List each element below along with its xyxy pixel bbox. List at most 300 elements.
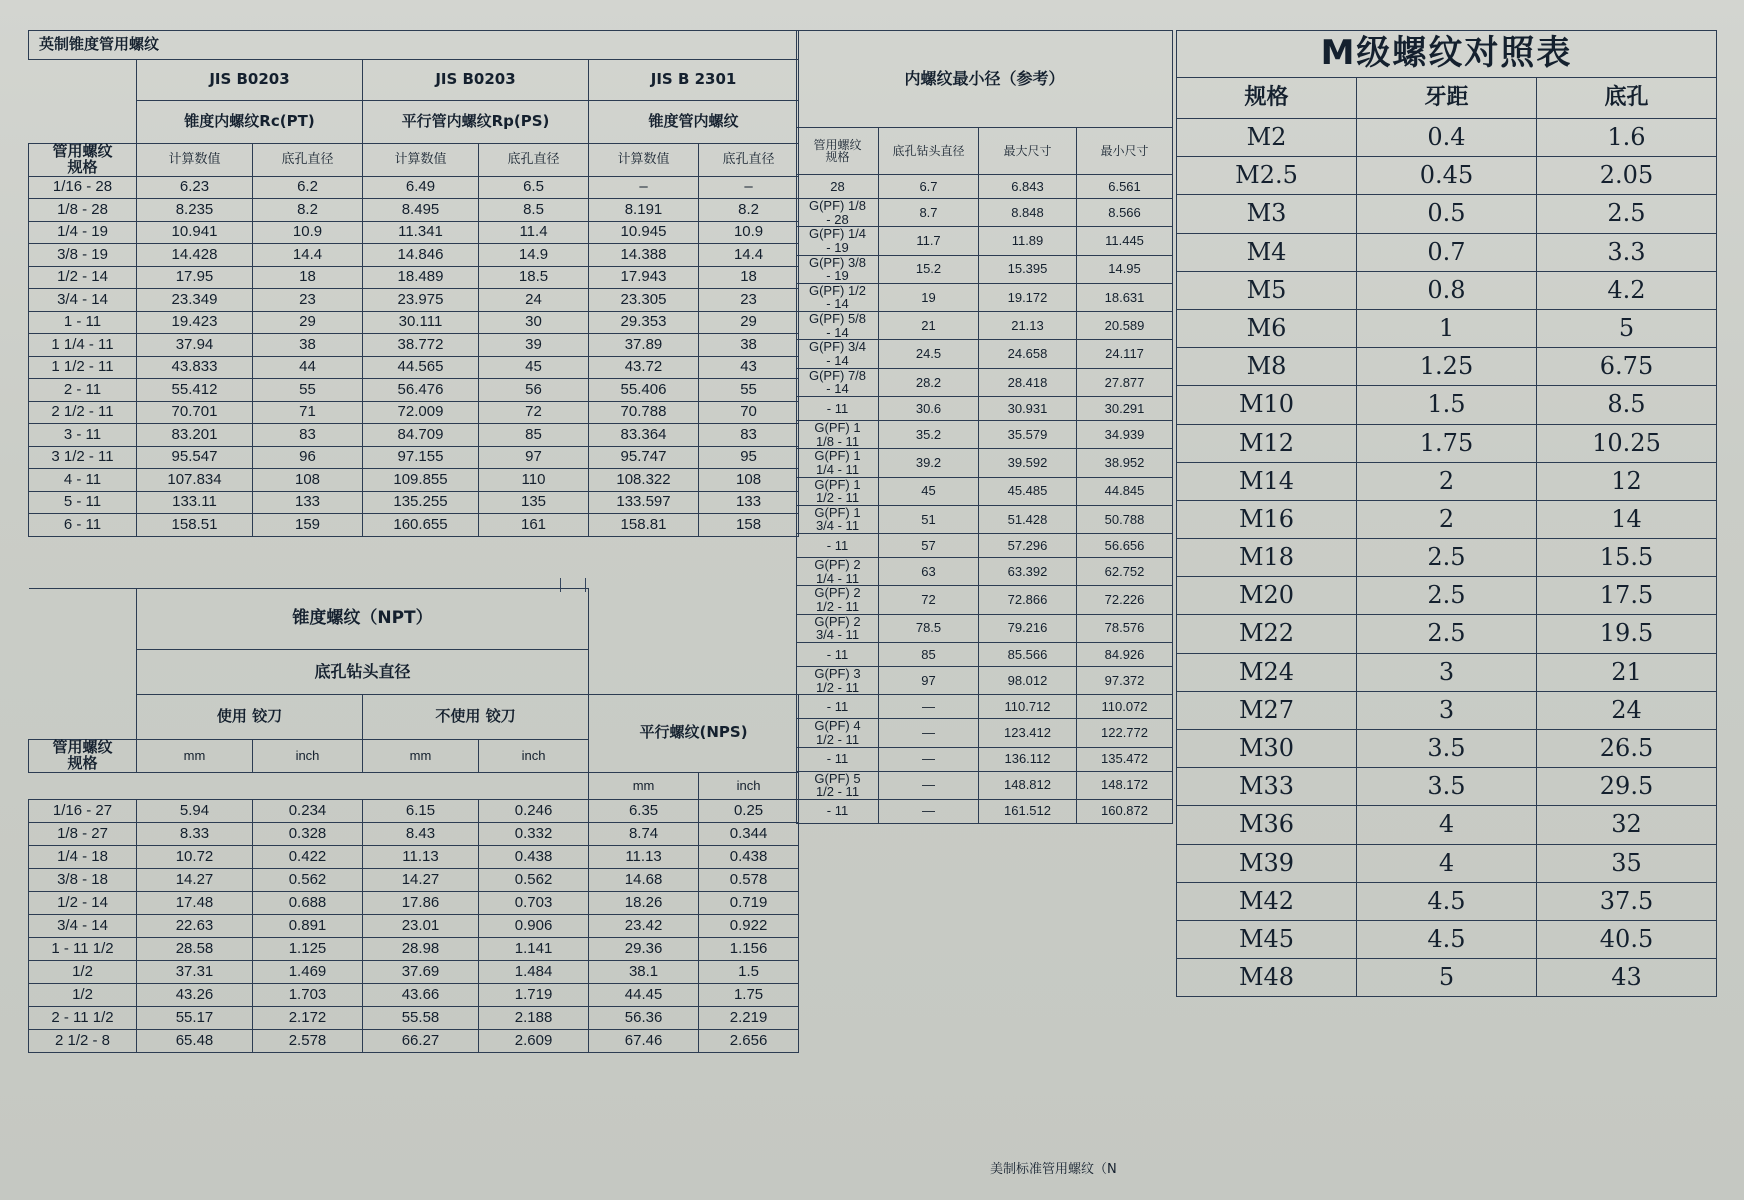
cell-value: 0.45 — [1357, 157, 1537, 195]
cell-value: 95 — [699, 446, 799, 469]
cell-value: 3.3 — [1537, 233, 1717, 271]
cell-value: 11.7 — [879, 227, 979, 255]
cell-spec: G(PF) 1 1/8 - 11 — [797, 420, 879, 448]
cell-value: 110.072 — [1077, 695, 1173, 719]
cell-spec: 3/8 - 19 — [29, 244, 137, 267]
cell-value: 110.712 — [979, 695, 1077, 719]
cell-spec: M2.5 — [1177, 157, 1357, 195]
cell-value: 0.719 — [699, 891, 799, 914]
npt-group-2: 不使用 铰刀 — [363, 695, 589, 740]
cell-value: 6.75 — [1537, 348, 1717, 386]
table-row — [1177, 844, 1717, 882]
cell-spec: M22 — [1177, 615, 1357, 653]
table-row — [29, 695, 799, 740]
cell-value: 50.788 — [1077, 505, 1173, 533]
cell-value: 10.25 — [1537, 424, 1717, 462]
middle-col-header-1: 底孔钻头直径 — [879, 128, 979, 175]
cell-spec: 3/4 - 14 — [29, 289, 137, 312]
cell-value: 122.772 — [1077, 719, 1173, 747]
cell-value: 43.66 — [363, 983, 479, 1006]
cell-value: 160.872 — [1077, 799, 1173, 823]
imperial-title: 英制锥度管用螺纹 — [29, 31, 799, 60]
table-row — [797, 558, 1173, 586]
cell-value: 72.866 — [979, 586, 1077, 614]
cell-value: 4.2 — [1537, 271, 1717, 309]
cell-value: 0.7 — [1357, 233, 1537, 271]
cell-value: 18 — [253, 266, 363, 289]
middle-spec-line2: 规格 — [825, 150, 850, 164]
cell-value: 23.349 — [137, 289, 253, 312]
cell-value: 0.25 — [699, 799, 799, 822]
cell-spec: 1 1/4 - 11 — [29, 334, 137, 357]
cell-value: 8.43 — [363, 822, 479, 845]
table-row — [797, 368, 1173, 396]
cell-spec: G(PF) 2 3/4 - 11 — [797, 614, 879, 642]
cell-value: 10.9 — [699, 221, 799, 244]
cell-value: 1 — [1357, 309, 1537, 347]
cell-value: 27.877 — [1077, 368, 1173, 396]
cell-value: 72.226 — [1077, 586, 1173, 614]
cell-value: 23.01 — [363, 914, 479, 937]
spec-header-line2: 规格 — [67, 157, 98, 176]
cell-spec: G(PF) 1 1/2 - 11 — [797, 477, 879, 505]
cell-spec: M10 — [1177, 386, 1357, 424]
cell-value: — — [879, 799, 979, 823]
table-row — [1177, 577, 1717, 615]
cell-value: 62.752 — [1077, 558, 1173, 586]
table-row — [797, 695, 1173, 719]
cell-value: 8.2 — [253, 199, 363, 222]
cell-value: 66.27 — [363, 1029, 479, 1052]
table-row — [1177, 31, 1717, 78]
cell-spec: M24 — [1177, 653, 1357, 691]
cell-value: 2.609 — [479, 1029, 589, 1052]
cell-value: 2 — [1357, 500, 1537, 538]
cell-value: 45 — [879, 477, 979, 505]
cell-value: 10.945 — [589, 221, 699, 244]
table-row — [1177, 768, 1717, 806]
cell-value: 38.952 — [1077, 449, 1173, 477]
cell-value: 0.891 — [253, 914, 363, 937]
table-row — [797, 199, 1173, 227]
table-body — [1177, 119, 1717, 997]
cell-value: 17.48 — [137, 891, 253, 914]
cell-value: 19.5 — [1537, 615, 1717, 653]
table-row — [1177, 959, 1717, 997]
cell-value: 39 — [479, 334, 589, 357]
cell-value: 84.926 — [1077, 642, 1173, 666]
cell-spec: M3 — [1177, 195, 1357, 233]
table-row — [797, 449, 1173, 477]
table-row — [29, 891, 799, 914]
cell-value: 65.48 — [137, 1029, 253, 1052]
cell-value: 43 — [1537, 959, 1717, 997]
middle-spec-header — [797, 128, 879, 175]
cell-spec: 1/16 - 27 — [29, 799, 137, 822]
cell-spec: G(PF) 1 3/4 - 11 — [797, 505, 879, 533]
table-row — [1177, 539, 1717, 577]
cell-value: 6.15 — [363, 799, 479, 822]
sub-header-5: 计算数值 — [589, 144, 699, 177]
cell-value: 2.172 — [253, 1006, 363, 1029]
cell-value: 24 — [479, 289, 589, 312]
cell-value: 57 — [879, 534, 979, 558]
cell-value: 3.5 — [1357, 768, 1537, 806]
table-row — [797, 477, 1173, 505]
cell-value: 2.5 — [1537, 195, 1717, 233]
cell-value: — — [879, 771, 979, 799]
cell-value: 6.35 — [589, 799, 699, 822]
cell-value: 11.341 — [363, 221, 479, 244]
cell-value: 19.423 — [137, 311, 253, 334]
cell-value: 38 — [699, 334, 799, 357]
cell-value: 40.5 — [1537, 920, 1717, 958]
cell-value: 0.234 — [253, 799, 363, 822]
cell-value: 0.438 — [699, 845, 799, 868]
table-imperial-taper-pipe-thread — [28, 30, 799, 537]
npt-title: 锥度螺纹（NPT） — [137, 589, 589, 650]
table-row — [29, 772, 799, 799]
cell-value: 30.931 — [979, 396, 1077, 420]
cell-value: 70.788 — [589, 401, 699, 424]
cell-value: 1.484 — [479, 960, 589, 983]
cell-value: 37.5 — [1537, 882, 1717, 920]
cell-value: 11.13 — [589, 845, 699, 868]
cell-value: 79.216 — [979, 614, 1077, 642]
table-row — [797, 534, 1173, 558]
table-row — [29, 960, 799, 983]
table-row — [29, 176, 799, 199]
cell-value: 63 — [879, 558, 979, 586]
cell-value: 2.219 — [699, 1006, 799, 1029]
group-header-2: 平行管内螺纹Rp(PS) — [363, 101, 589, 144]
cell-value: 17.86 — [363, 891, 479, 914]
metric-col-header-3: 底孔 — [1537, 78, 1717, 119]
cell-value: 6.2 — [253, 176, 363, 199]
table-row — [29, 379, 799, 402]
npt-spec-header — [29, 740, 137, 773]
group-header-1: 锥度内螺纹Rc(PT) — [137, 101, 363, 144]
cell-value: 1.156 — [699, 937, 799, 960]
cell-value: 83.364 — [589, 424, 699, 447]
spec-header — [29, 144, 137, 177]
cell-value: 55.58 — [363, 1006, 479, 1029]
cell-value: 136.112 — [979, 747, 1077, 771]
cell-value: 110 — [479, 469, 589, 492]
table-row — [1177, 309, 1717, 347]
cell-value: 2.05 — [1537, 157, 1717, 195]
cell-value: 22.63 — [137, 914, 253, 937]
cell-spec: G(PF) 7/8 - 14 — [797, 368, 879, 396]
cell-spec: 2 - 11 — [29, 379, 137, 402]
table-row — [1177, 691, 1717, 729]
table-row — [1177, 157, 1717, 195]
cell-spec: G(PF) 3 1/2 - 11 — [797, 666, 879, 694]
npt-unit-3: mm — [363, 740, 479, 773]
cell-value: — — [879, 747, 979, 771]
sub-header-2: 底孔直径 — [253, 144, 363, 177]
cell-value: 18 — [699, 266, 799, 289]
table-row — [29, 334, 799, 357]
cell-value: 10.72 — [137, 845, 253, 868]
cell-value: 133.11 — [137, 491, 253, 514]
table-row — [1177, 424, 1717, 462]
cell-value: 28.2 — [879, 368, 979, 396]
cell-value: 56.476 — [363, 379, 479, 402]
cell-value: 135.472 — [1077, 747, 1173, 771]
cell-value: 0.922 — [699, 914, 799, 937]
cell-spec: M14 — [1177, 462, 1357, 500]
cell-value: 85 — [879, 642, 979, 666]
cell-value: 1.703 — [253, 983, 363, 1006]
cell-value: 35.579 — [979, 420, 1077, 448]
table-row — [1177, 233, 1717, 271]
cell-value: 133.597 — [589, 491, 699, 514]
npt-spec-line2: 规格 — [67, 753, 98, 772]
cell-value: 17.95 — [137, 266, 253, 289]
cell-value: 4.5 — [1357, 920, 1537, 958]
cell-value: 6.49 — [363, 176, 479, 199]
table-row — [29, 514, 799, 537]
cell-value: 56.656 — [1077, 534, 1173, 558]
sub-header-3: 计算数值 — [363, 144, 479, 177]
cell-value: 72 — [479, 401, 589, 424]
cell-value: 8.5 — [1537, 386, 1717, 424]
cell-spec: M33 — [1177, 768, 1357, 806]
cell-value: 0.8 — [1357, 271, 1537, 309]
cell-value: 8.566 — [1077, 199, 1173, 227]
cell-value: 78.5 — [879, 614, 979, 642]
table-row — [1177, 615, 1717, 653]
cell-value: 5 — [1537, 309, 1717, 347]
cell-value: 1.125 — [253, 937, 363, 960]
cell-value: 11.89 — [979, 227, 1077, 255]
cell-value: 108.322 — [589, 469, 699, 492]
cell-value: 148.812 — [979, 771, 1077, 799]
cell-value: 57.296 — [979, 534, 1077, 558]
cell-value: 15.395 — [979, 255, 1077, 283]
cell-value: 2 — [1357, 462, 1537, 500]
cell-value: — — [879, 695, 979, 719]
cell-spec: 1 - 11 1/2 — [29, 937, 137, 960]
npt-unit-2: inch — [253, 740, 363, 773]
cell-value: 23 — [253, 289, 363, 312]
table-metric-thread-reference — [1176, 30, 1717, 997]
cell-spec: 4 - 11 — [29, 469, 137, 492]
cell-value: 14.4 — [253, 244, 363, 267]
cell-value: 0.332 — [479, 822, 589, 845]
cell-value: 0.328 — [253, 822, 363, 845]
cell-spec: 6 - 11 — [29, 514, 137, 537]
cell-spec: - 11 — [797, 396, 879, 420]
cell-value: 23.42 — [589, 914, 699, 937]
spec-header-line1: 管用螺纹 — [52, 142, 113, 160]
cell-value: 83.201 — [137, 424, 253, 447]
cell-value: 11.4 — [479, 221, 589, 244]
table-row — [797, 719, 1173, 747]
cell-value: 28.418 — [979, 368, 1077, 396]
cell-value: 11.445 — [1077, 227, 1173, 255]
cell-spec: - 11 — [797, 695, 879, 719]
table-internal-thread-min-diameter — [796, 30, 1173, 824]
table-row — [29, 401, 799, 424]
cell-spec: G(PF) 2 1/2 - 11 — [797, 586, 879, 614]
table-row — [1177, 462, 1717, 500]
cell-value: 55.412 — [137, 379, 253, 402]
table-row — [797, 31, 1173, 128]
table-row — [797, 340, 1173, 368]
cell-value: 85.566 — [979, 642, 1077, 666]
cell-value: 56.36 — [589, 1006, 699, 1029]
table-row — [1177, 386, 1717, 424]
cell-value: 123.412 — [979, 719, 1077, 747]
table-row — [29, 983, 799, 1006]
cell-value: 5 — [1357, 959, 1537, 997]
table-row — [797, 505, 1173, 533]
cell-value: 1.141 — [479, 937, 589, 960]
cell-value: 3 — [1357, 691, 1537, 729]
cell-value: 19.172 — [979, 283, 1077, 311]
cell-value: 28.98 — [363, 937, 479, 960]
cell-spec: G(PF) 5 1/2 - 11 — [797, 771, 879, 799]
table-body — [29, 176, 799, 536]
standard-3: JIS B 2301 — [589, 60, 799, 101]
cell-spec: 3 - 11 — [29, 424, 137, 447]
cell-value: 30 — [479, 311, 589, 334]
table-row — [29, 424, 799, 447]
table-body — [797, 175, 1173, 824]
middle-spec-line1: 管用螺纹 — [813, 138, 862, 152]
table-row — [797, 312, 1173, 340]
table-row — [29, 199, 799, 222]
cell-value: 55.406 — [589, 379, 699, 402]
cell-spec: - 11 — [797, 747, 879, 771]
cell-value: 43.833 — [137, 356, 253, 379]
metric-col-header-2: 牙距 — [1357, 78, 1537, 119]
table-row — [29, 60, 799, 101]
cell-value: 0.562 — [253, 868, 363, 891]
cell-value: 67.46 — [589, 1029, 699, 1052]
cell-value: 2.656 — [699, 1029, 799, 1052]
cell-value: 84.709 — [363, 424, 479, 447]
cell-spec: G(PF) 3/8 - 19 — [797, 255, 879, 283]
table-row — [29, 289, 799, 312]
middle-col-header-2: 最大尺寸 — [979, 128, 1077, 175]
cell-value: 135.255 — [363, 491, 479, 514]
cell-value: 14.388 — [589, 244, 699, 267]
cell-spec: 1/4 - 19 — [29, 221, 137, 244]
cell-spec: - 11 — [797, 642, 879, 666]
cell-value: 55 — [699, 379, 799, 402]
cell-value: 18.5 — [479, 266, 589, 289]
cell-value: 6.843 — [979, 175, 1077, 199]
cell-value: 24.658 — [979, 340, 1077, 368]
standard-2: JIS B0203 — [363, 60, 589, 101]
cell-spec: M36 — [1177, 806, 1357, 844]
table-row — [1177, 806, 1717, 844]
cell-value: 6.7 — [879, 175, 979, 199]
cell-value: 29.36 — [589, 937, 699, 960]
table-row — [1177, 78, 1717, 119]
cell-value: 14.95 — [1077, 255, 1173, 283]
cell-value: 8.33 — [137, 822, 253, 845]
cell-value: 38 — [253, 334, 363, 357]
table-row — [29, 311, 799, 334]
cell-value: 0.438 — [479, 845, 589, 868]
cell-value: 6.561 — [1077, 175, 1173, 199]
middle-col-header-3: 最小尺寸 — [1077, 128, 1173, 175]
cell-spec: 1/16 - 28 — [29, 176, 137, 199]
cell-value: 43.26 — [137, 983, 253, 1006]
table-row — [797, 420, 1173, 448]
cell-value: 20.589 — [1077, 312, 1173, 340]
cell-spec: 3 1/2 - 11 — [29, 446, 137, 469]
cell-value: 1.75 — [699, 983, 799, 1006]
cell-value: 0.344 — [699, 822, 799, 845]
cell-value: 0.246 — [479, 799, 589, 822]
table-row — [1177, 920, 1717, 958]
cell-value: 1.6 — [1537, 119, 1717, 157]
cell-value: 45 — [479, 356, 589, 379]
cell-spec: - 11 — [797, 534, 879, 558]
cell-value: 34.939 — [1077, 420, 1173, 448]
table-row — [797, 614, 1173, 642]
cell-value: 6.5 — [479, 176, 589, 199]
table-row — [1177, 119, 1717, 157]
cell-value: 8.7 — [879, 199, 979, 227]
cell-value: 14 — [1537, 500, 1717, 538]
cell-value: 45.485 — [979, 477, 1077, 505]
cell-spec: 2 1/2 - 8 — [29, 1029, 137, 1052]
cell-value: 8.495 — [363, 199, 479, 222]
cell-value: 35.2 — [879, 420, 979, 448]
cell-value: 19 — [879, 283, 979, 311]
cell-value: 24 — [1537, 691, 1717, 729]
table-row — [797, 771, 1173, 799]
cell-value: 37.89 — [589, 334, 699, 357]
table-row — [1177, 271, 1717, 309]
cell-spec: G(PF) 3/4 - 14 — [797, 340, 879, 368]
cell-value: 109.855 — [363, 469, 479, 492]
standard-1: JIS B0203 — [137, 60, 363, 101]
cell-spec: G(PF) 1/4 - 19 — [797, 227, 879, 255]
footnote: 美制标准管用螺纹（N — [990, 1162, 1117, 1177]
cell-value: 12 — [1537, 462, 1717, 500]
cell-value: 1.719 — [479, 983, 589, 1006]
table-row — [29, 1006, 799, 1029]
cell-value: 95.547 — [137, 446, 253, 469]
cell-value: – — [699, 176, 799, 199]
cell-value: 38.772 — [363, 334, 479, 357]
cell-value: 133 — [253, 491, 363, 514]
table-row — [1177, 500, 1717, 538]
cell-value: 97 — [879, 666, 979, 694]
cell-value: — — [879, 719, 979, 747]
cell-value: 3.5 — [1357, 730, 1537, 768]
table-row — [1177, 882, 1717, 920]
cell-spec: M16 — [1177, 500, 1357, 538]
npt-unit-5: mm — [589, 772, 699, 799]
cell-value: 24.117 — [1077, 340, 1173, 368]
cell-value: 44.45 — [589, 983, 699, 1006]
cell-value: 2.5 — [1357, 577, 1537, 615]
table-row — [29, 937, 799, 960]
cell-value: 29.5 — [1537, 768, 1717, 806]
cell-value: 158.81 — [589, 514, 699, 537]
cell-value: 55 — [253, 379, 363, 402]
cell-spec: 1/2 - 14 — [29, 266, 137, 289]
table-row — [1177, 653, 1717, 691]
